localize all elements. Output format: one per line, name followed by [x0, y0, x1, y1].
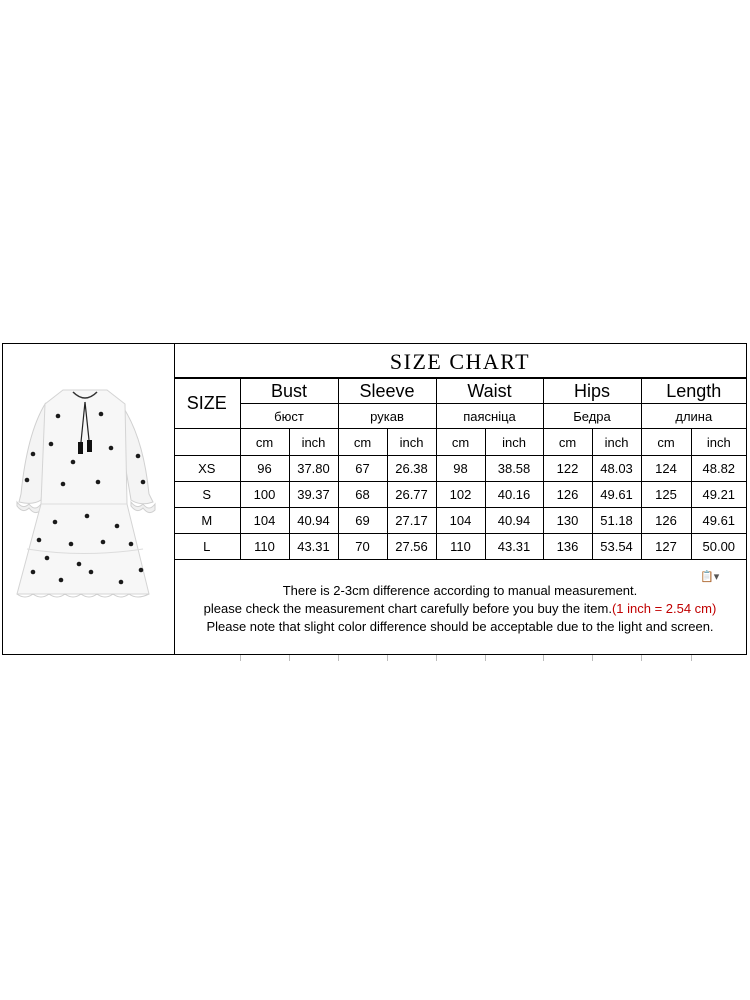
table-row — [174, 508, 746, 534]
value-cell: 67 — [338, 456, 387, 482]
value-cell: 122 — [543, 456, 592, 482]
value-cell: 49.21 — [691, 482, 746, 508]
value-cell: 124 — [641, 456, 691, 482]
grid-remnant — [338, 655, 339, 661]
unit-cell: inch — [387, 429, 436, 456]
value-cell: 69 — [338, 508, 387, 534]
value-cell: 26.38 — [387, 456, 436, 482]
polka-dot — [136, 454, 141, 459]
value-cell: 38.58 — [485, 456, 543, 482]
polka-dot — [59, 578, 64, 583]
size-header: SIZE — [174, 379, 240, 429]
value-cell: 127 — [641, 534, 691, 560]
unit-cell: inch — [691, 429, 746, 456]
table-row — [174, 482, 746, 508]
value-cell: 51.18 — [592, 508, 641, 534]
value-cell: 37.80 — [289, 456, 338, 482]
length-header: Length — [641, 379, 746, 404]
note-line-3: Please note that slight color difference should be acceptable due to the light and screen. — [206, 619, 714, 634]
unit-cell: cm — [543, 429, 592, 456]
value-cell: 102 — [436, 482, 485, 508]
unit-cell: cm — [436, 429, 485, 456]
value-cell: 68 — [338, 482, 387, 508]
unit-cell: inch — [592, 429, 641, 456]
polka-dot — [56, 414, 61, 419]
inch-conversion-note: (1 inch = 2.54 cm) — [611, 601, 717, 616]
polka-dot — [139, 568, 144, 573]
waist-translation: паясніца — [436, 404, 543, 429]
hips-translation: Бедра — [543, 404, 641, 429]
polka-dot — [77, 562, 82, 567]
grid-remnant — [691, 655, 692, 661]
value-cell: 126 — [641, 508, 691, 534]
unit-cell: cm — [240, 429, 289, 456]
unit-cell: cm — [338, 429, 387, 456]
value-cell: 104 — [436, 508, 485, 534]
grid-remnant — [436, 655, 437, 661]
note-line-1: There is 2-3cm difference according to manual measurement. — [282, 583, 638, 598]
polka-dot-dress-image — [3, 344, 174, 654]
value-cell: 110 — [436, 534, 485, 560]
grid-remnant — [543, 655, 544, 661]
polka-dot — [96, 480, 101, 485]
value-cell: 49.61 — [691, 508, 746, 534]
size-chart — [174, 344, 746, 560]
polka-dot — [99, 412, 104, 417]
paste-options-icon[interactable]: 📋▾ — [700, 571, 720, 583]
value-cell: 40.94 — [485, 508, 543, 534]
value-cell: 96 — [240, 456, 289, 482]
value-cell: 40.16 — [485, 482, 543, 508]
polka-dot — [37, 538, 42, 543]
value-cell: 43.31 — [485, 534, 543, 560]
sleeve-translation: рукав — [338, 404, 436, 429]
polka-dot — [53, 520, 58, 525]
grid-remnant — [641, 655, 642, 661]
grid-remnant — [289, 655, 290, 661]
value-cell: 100 — [240, 482, 289, 508]
note-line-2 — [174, 600, 746, 618]
grid-remnant — [485, 655, 486, 661]
value-cell: 130 — [543, 508, 592, 534]
measure-header-row — [174, 379, 746, 404]
product-photo — [3, 344, 175, 654]
value-cell: 104 — [240, 508, 289, 534]
polka-dot — [31, 570, 36, 575]
value-cell: 110 — [240, 534, 289, 560]
translation-row — [174, 404, 746, 429]
value-cell: 27.56 — [387, 534, 436, 560]
polka-dot — [69, 542, 74, 547]
polka-dot — [31, 452, 36, 457]
table-row — [174, 456, 746, 482]
value-cell: 26.77 — [387, 482, 436, 508]
waist-header: Waist — [436, 379, 543, 404]
value-cell: 48.03 — [592, 456, 641, 482]
polka-dot — [109, 446, 114, 451]
value-cell: 27.17 — [387, 508, 436, 534]
value-cell: 50.00 — [691, 534, 746, 560]
grid-remnant — [592, 655, 593, 661]
grid-remnant — [240, 655, 241, 661]
polka-dot — [61, 482, 66, 487]
polka-dot — [25, 478, 30, 483]
length-translation: длина — [641, 404, 746, 429]
size-table — [174, 378, 746, 560]
size-label: M — [174, 508, 240, 534]
unit-cell: cm — [641, 429, 691, 456]
hips-header: Hips — [543, 379, 641, 404]
note-line-2-text: please check the measurement chart carefully before you buy the item. — [203, 601, 612, 616]
value-cell: 70 — [338, 534, 387, 560]
polka-dot — [141, 480, 146, 485]
value-cell: 48.82 — [691, 456, 746, 482]
value-cell: 39.37 — [289, 482, 338, 508]
value-cell: 125 — [641, 482, 691, 508]
bust-translation: бюст — [240, 404, 338, 429]
grid-remnant — [387, 655, 388, 661]
polka-dot — [119, 580, 124, 585]
bust-header: Bust — [240, 379, 338, 404]
size-label: L — [174, 534, 240, 560]
size-label: S — [174, 482, 240, 508]
value-cell: 126 — [543, 482, 592, 508]
polka-dot — [71, 460, 76, 465]
sleeve-header: Sleeve — [338, 379, 436, 404]
value-cell: 53.54 — [592, 534, 641, 560]
value-cell: 136 — [543, 534, 592, 560]
value-cell: 49.61 — [592, 482, 641, 508]
polka-dot — [101, 540, 106, 545]
unit-row — [174, 429, 746, 456]
chart-title: SIZE CHART — [174, 344, 746, 378]
table-row — [174, 534, 746, 560]
polka-dot — [115, 524, 120, 529]
polka-dot — [49, 442, 54, 447]
size-label: XS — [174, 456, 240, 482]
polka-dot — [89, 570, 94, 575]
unit-blank — [174, 429, 240, 456]
polka-dot — [129, 542, 134, 547]
value-cell: 98 — [436, 456, 485, 482]
value-cell: 40.94 — [289, 508, 338, 534]
measurement-notes — [174, 582, 746, 636]
unit-cell: inch — [485, 429, 543, 456]
value-cell: 43.31 — [289, 534, 338, 560]
unit-cell: inch — [289, 429, 338, 456]
polka-dot — [85, 514, 90, 519]
polka-dot — [45, 556, 50, 561]
